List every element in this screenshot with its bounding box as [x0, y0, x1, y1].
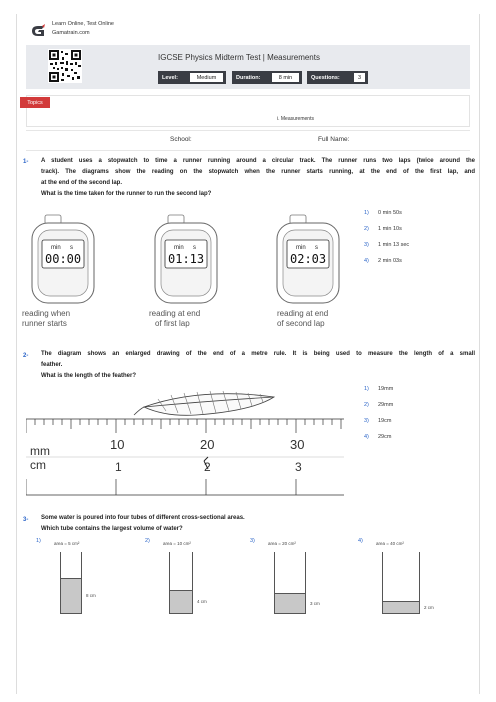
- cm-unit-label: cm: [30, 458, 46, 472]
- option-text: 1 min 13 sec: [378, 242, 410, 248]
- option-number: 2): [364, 402, 369, 408]
- stopwatch-3: [277, 215, 339, 328]
- question-number: 2-: [23, 353, 29, 359]
- mm-ticks: [26, 419, 341, 433]
- option-text: 19cm: [378, 418, 392, 424]
- watch-caption: of first lap: [155, 319, 190, 328]
- option-number: 3): [364, 418, 369, 424]
- level-badge: [158, 71, 226, 84]
- option-number: 4): [364, 258, 369, 264]
- tube[interactable]: [382, 552, 420, 614]
- tube-option-number[interactable]: 2): [145, 538, 150, 544]
- tube[interactable]: [274, 552, 306, 614]
- option-text: 0 min 50s: [378, 210, 402, 216]
- watch-min-label: min: [51, 245, 61, 251]
- option-number: 1): [364, 386, 369, 392]
- watch-caption: reading when: [22, 309, 71, 318]
- duration-badge: [232, 71, 302, 84]
- watch-min-label: min: [174, 245, 184, 251]
- divider: [26, 130, 470, 131]
- cm-ticks: [26, 479, 296, 495]
- tube-option-number[interactable]: 1): [36, 538, 41, 544]
- option-text: 29mm: [378, 402, 394, 408]
- tube-area-label: area = 10 cm²: [163, 541, 191, 546]
- test-title: IGCSE Physics Midterm Test | Measurements: [158, 53, 320, 62]
- answer-option[interactable]: [364, 434, 391, 440]
- option-number: 3): [364, 242, 369, 248]
- tube-area-label: area = 40 cm²: [376, 541, 404, 546]
- stopwatch-figure: [22, 213, 362, 335]
- question-line: What is the length of the feather?: [41, 373, 137, 379]
- ruler-figure: [26, 385, 346, 499]
- option-text: 29cm: [378, 434, 392, 440]
- question-line: A student uses a stopwatch to time a runner running around a circular track. The runner runs two laps (twice around the: [41, 158, 475, 164]
- mm-tick-label: 10: [110, 437, 125, 452]
- divider: [26, 150, 470, 151]
- watch-caption: reading at end: [277, 309, 329, 318]
- water-level: [170, 590, 192, 613]
- full-name-label: Full Name:: [318, 136, 350, 143]
- school-label: School:: [170, 136, 192, 143]
- question-line: Some water is poured into four tubes of different cross-sectional areas.: [41, 515, 245, 521]
- water-level: [61, 578, 81, 613]
- stopwatch-2: [149, 215, 217, 328]
- topic-item[interactable]: i. Measurements: [277, 116, 314, 122]
- feather-icon: [134, 391, 274, 415]
- option-number: 1): [364, 210, 369, 216]
- tube-height-label: 3 cm: [310, 601, 320, 607]
- question-line: The diagram shows an enlarged drawing of the end of a metre rule. It is being used to measure the length of a small: [41, 351, 475, 357]
- level-value: Medium: [190, 73, 223, 82]
- watch-caption: of second lap: [277, 319, 325, 328]
- watch-caption: runner starts: [22, 319, 67, 328]
- topics-tab[interactable]: Topics: [20, 97, 50, 108]
- watch-reading: 01:13: [168, 252, 205, 266]
- watch-min-label: min: [296, 245, 306, 251]
- answer-option[interactable]: [364, 210, 402, 216]
- option-number: 2): [364, 226, 369, 232]
- qr-code-icon: [48, 49, 82, 83]
- mm-tick-label: 30: [290, 437, 305, 452]
- topics-panel: [26, 95, 470, 127]
- question-line: Which tube contains the largest volume of water?: [41, 526, 183, 532]
- watch-reading: 00:00: [45, 252, 82, 266]
- answer-option[interactable]: [364, 402, 393, 408]
- watch-s-label: s: [315, 245, 318, 251]
- gamatrain-logo-icon: [30, 24, 46, 38]
- question-number: 3-: [23, 517, 29, 523]
- tube-option-number[interactable]: 4): [358, 538, 363, 544]
- question-line: at the end of the second lap.: [41, 180, 123, 186]
- question-line: feather.: [41, 362, 63, 368]
- tube-height-label: 2 cm: [424, 604, 434, 610]
- brand-tagline: Learn Online, Test Online: [52, 21, 114, 27]
- answer-option[interactable]: [364, 226, 402, 232]
- tube-height-label: 4 cm: [197, 599, 207, 605]
- stopwatch-1: [22, 215, 94, 328]
- water-level: [383, 601, 419, 613]
- question-line: What is the time taken for the runner to run the second lap?: [41, 191, 212, 197]
- question-line: track). The diagrams show the reading on the stopwatch when the runner starts running, at the end of the first lap, and: [41, 169, 475, 175]
- tube-area-label: area = 5 cm²: [54, 541, 80, 546]
- question-number: 1-: [23, 159, 29, 165]
- cm-tick-label: 2: [204, 460, 211, 474]
- option-number: 4): [364, 434, 369, 440]
- watch-reading: 02:03: [290, 252, 327, 266]
- option-text: 19mm: [378, 386, 394, 392]
- brand-site[interactable]: Gamatrain.com: [52, 30, 90, 36]
- tube-area-label: area = 20 cm²: [268, 541, 296, 546]
- option-text: 1 min 10s: [378, 226, 402, 232]
- question-text: [41, 513, 475, 535]
- answer-option[interactable]: [364, 386, 393, 392]
- duration-label: Duration:: [236, 74, 261, 81]
- watch-s-label: s: [193, 245, 196, 251]
- duration-value: 8 min: [272, 73, 299, 82]
- answer-option[interactable]: [364, 242, 409, 248]
- mm-unit-label: mm: [30, 444, 50, 458]
- question-text: [41, 349, 475, 382]
- tube-option-number[interactable]: 3): [250, 538, 255, 544]
- tube[interactable]: [169, 552, 193, 614]
- water-level: [275, 593, 305, 613]
- answer-option[interactable]: [364, 258, 402, 264]
- questions-value: 3: [354, 73, 365, 82]
- mm-tick-label: 20: [200, 437, 215, 452]
- option-text: 2 min 03s: [378, 258, 402, 264]
- level-label: Level:: [162, 74, 178, 81]
- questions-label: Questions:: [311, 74, 340, 81]
- watch-s-label: s: [70, 245, 73, 251]
- cm-tick-label: 1: [115, 460, 122, 474]
- tube-height-label: 8 cm: [86, 593, 96, 599]
- tube[interactable]: [60, 552, 82, 614]
- question-text: [41, 156, 475, 200]
- cm-tick-label: 3: [295, 460, 302, 474]
- watch-caption: reading at end: [149, 309, 201, 318]
- questions-badge: [307, 71, 368, 84]
- answer-option[interactable]: [364, 418, 391, 424]
